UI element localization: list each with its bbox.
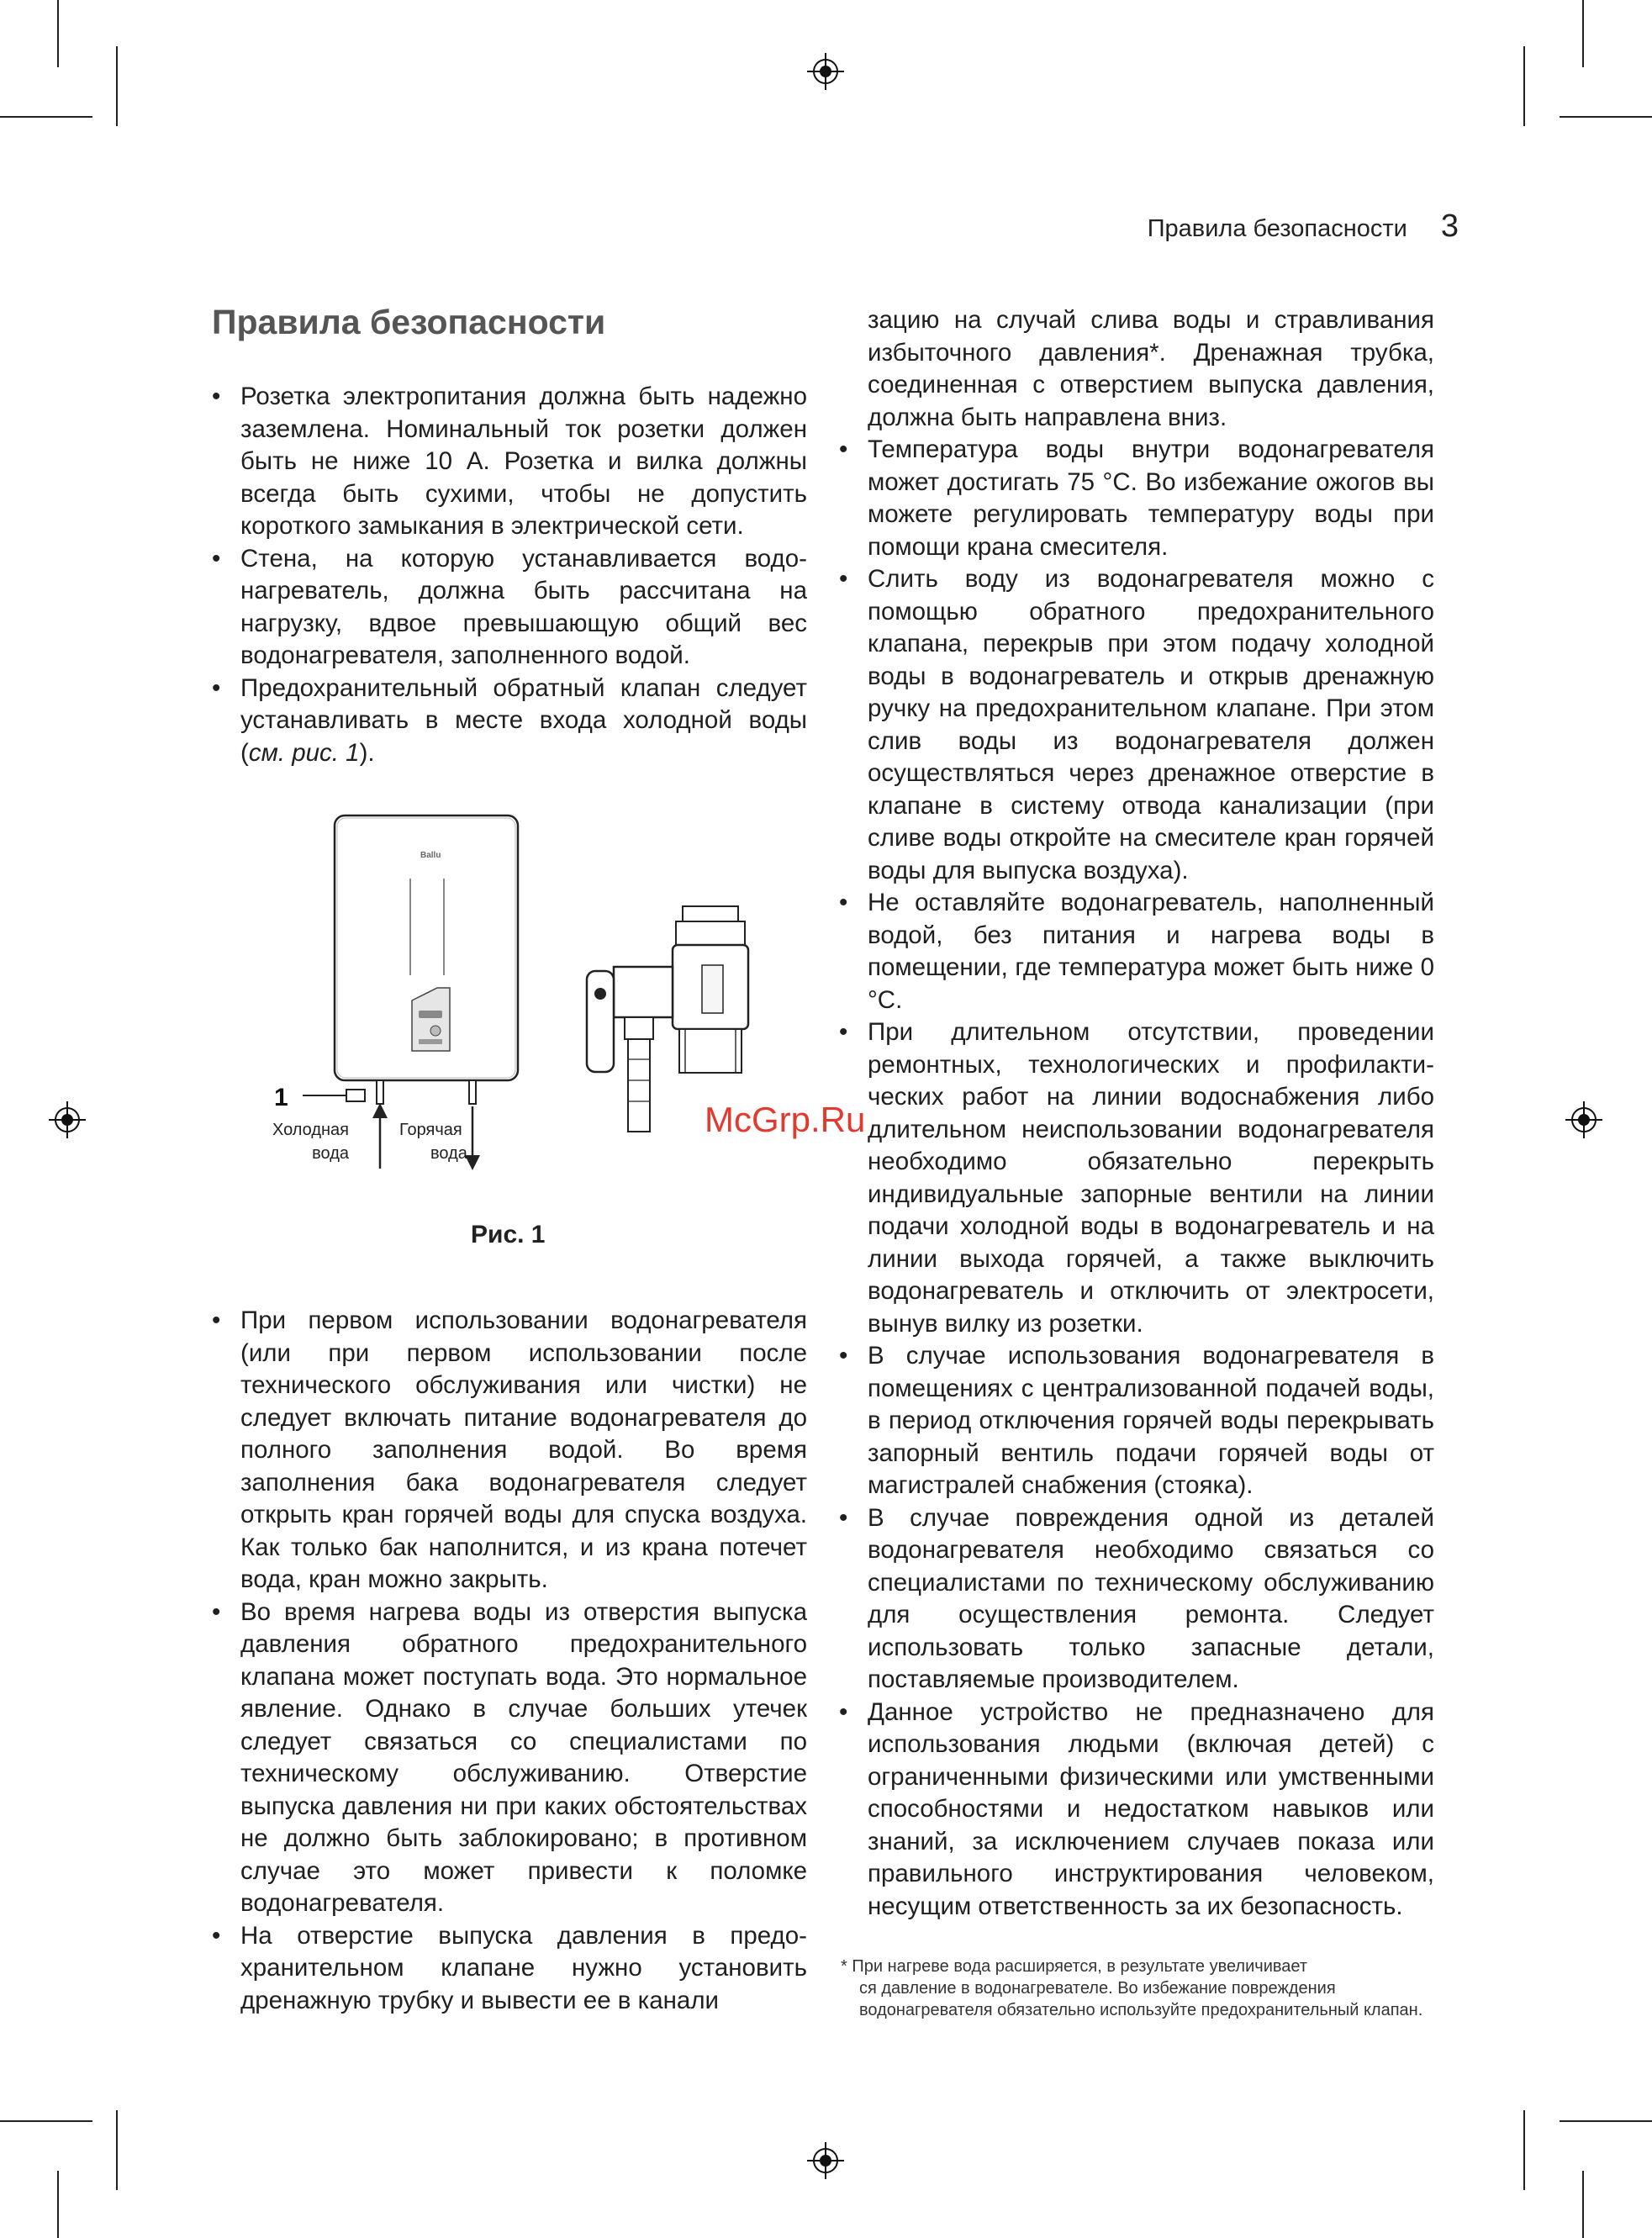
crop-mark xyxy=(116,46,118,126)
list-item-text-end: ). xyxy=(359,738,375,767)
crop-mark xyxy=(116,2110,118,2190)
watermark: McGrp.Ru xyxy=(705,1100,866,1139)
cold-water-label: Холодная xyxy=(272,1121,349,1139)
list-item: • В случае использования водонагревателя в помещениях с централизованной подачей воды, в период отключения горячей воды перекрывать запорный вентиль подачи горячей воды от магистралей снабжения (стояка). xyxy=(839,1340,1434,1502)
footnote xyxy=(841,1956,1438,2021)
crop-mark xyxy=(0,2120,92,2122)
list-item-continuation: зацию на случай слива воды и стравливания избыточного давления*. Дренажная трубка, соединенная с отверстием выпуска давления, должна быть направлена вниз. xyxy=(868,306,1434,431)
list-item: • Стена, на которую устанавливается водонагреватель, должна быть рассчитана на нагрузку, вдвое превышающую общий вес водонагревателя, заполненного водой. xyxy=(212,543,807,673)
footnote-text: ся давление в водонагревателе. Во избежание повреждения водонагревателя обязательно используйте предохранительный клапан. xyxy=(859,1979,1423,2019)
right-column xyxy=(839,304,1434,1923)
hot-water-label: вода xyxy=(430,1144,467,1163)
list-item: • Во время нагрева воды из отверстия выпуска давления обратного предохранительного клапана может поступать вода. Это нормальное явление. Однако в случае больших утечек следует связаться со специалистами по техническому обслуживанию. Отверстие выпуска давления ни при каких обстоятельствах не должно быть заблокировано; в противном случае это может привести к поломке водонагревателя. xyxy=(212,1597,807,1920)
crop-mark xyxy=(1523,46,1525,126)
left-column-bottom xyxy=(212,1305,807,2017)
crop-mark xyxy=(1582,2171,1584,2238)
header-section-title: Правила безопасности xyxy=(1147,215,1407,242)
registration-mark-icon xyxy=(1565,1101,1602,1138)
list-item-text: Предохранительный обратный клапан следует устанавливать в месте входа холодной воды ( xyxy=(240,673,807,767)
page-title: Правила безопасности xyxy=(212,303,606,341)
footnote-line: * При нагреве вода расширяется, в результате увеличивает xyxy=(841,1957,1308,1976)
crop-mark xyxy=(57,2171,59,2238)
list-item: • При первом использовании водонагревателя (или при первом использовании после технического обслуживания или чистки) не следует включать питание водонагревателя до полного заполнения водой. Во время заполнения бака водонагревателя следует открыть кран горячей воды для спуска воздуха. Как только бак наполнится, и из крана потечет вода, кран можно закрыть. xyxy=(212,1305,807,1597)
list-item: • Слить воду из водонагревателя можно с помощью обратного предохранительного клапана, перекрыв при этом подачу холодной воды в водонагреватель и открыв дренажную ручку на предохранительном клапане. При этом слив воды из водонагревателя должен осуществляться через дренажное отверстие в клапане в систему отвода канализации (при сливе воды откройте на смесителе кран горячей воды для выпуска воздуха). xyxy=(839,563,1434,887)
crop-mark xyxy=(1560,2120,1652,2122)
crop-mark xyxy=(1523,2110,1525,2190)
list-item: • В случае повреждения одной из деталей водонагревателя необходимо связаться со специалистами по техническому обслуживанию для осуществления ремонта. Следует использовать только запасные детали, поставляемые производителем. xyxy=(839,1502,1434,1697)
crop-mark xyxy=(0,116,92,118)
figure-caption: Рис. 1 xyxy=(471,1221,546,1248)
left-column-top xyxy=(212,381,807,769)
crop-mark xyxy=(1560,116,1652,118)
page-header xyxy=(1148,208,1459,245)
page-number: 3 xyxy=(1440,208,1459,244)
list-item: • Температура воды внутри водонагревателя может достигать 75 °С. Во избежание ожогов вы можете регулировать температуру воды при помощи крана смесителя. xyxy=(839,434,1434,563)
crop-mark xyxy=(57,0,59,67)
registration-mark-icon xyxy=(49,1101,86,1138)
registration-mark-icon xyxy=(807,2142,844,2179)
list-item: • Розетка электропитания должна быть надежно заземлена. Номинальный ток розетки должен быть не ниже 10 А. Розетка и вилка должны всегда быть сухими, чтобы не допустить короткого замыкания в электрической сети. xyxy=(212,381,807,543)
callout-number: 1 xyxy=(274,1084,288,1111)
safety-valve-icon xyxy=(587,906,748,1132)
hot-water-label: Горячая xyxy=(399,1121,462,1139)
crop-mark xyxy=(1582,0,1584,67)
registration-mark-icon xyxy=(807,53,844,90)
list-item: • Не оставляйте водонагреватель, наполненный водой, без питания и нагрева воды в помещении, где температура может быть ниже 0 °С. xyxy=(839,887,1434,1016)
list-item: • Данное устройство не предназначено для использования людьми (включая детей) с ограниченными физическими или умственными способностями и недостатком навыков или знаний, за исключением случаев показа или правильного инструктирования человеком, несущим ответственность за их безопасность. xyxy=(839,1697,1434,1924)
list-item xyxy=(212,673,807,770)
list-item: • На отверстие выпуска давления в предохранительном клапане нужно установить дренажную трубку и вывести ее в канали xyxy=(212,1920,807,2018)
brand-logo: Ballu xyxy=(420,851,441,860)
list-item: • При длительном отсутствии, проведении ремонтных, технологических и профилактических работ на линии водоснабжения либо длительном неиспользовании водонагревателя необходимо обязательно перекрыть индивидуальные запорные вентили на линии подачи холодной воды в водонагреватель и на линии выхода горячей, а также выключить водонагреватель и отключить от электросети, вынув вилку из розетки. xyxy=(839,1016,1434,1340)
cold-water-label: вода xyxy=(312,1144,349,1163)
figure-reference: см. рис. 1 xyxy=(248,738,360,767)
